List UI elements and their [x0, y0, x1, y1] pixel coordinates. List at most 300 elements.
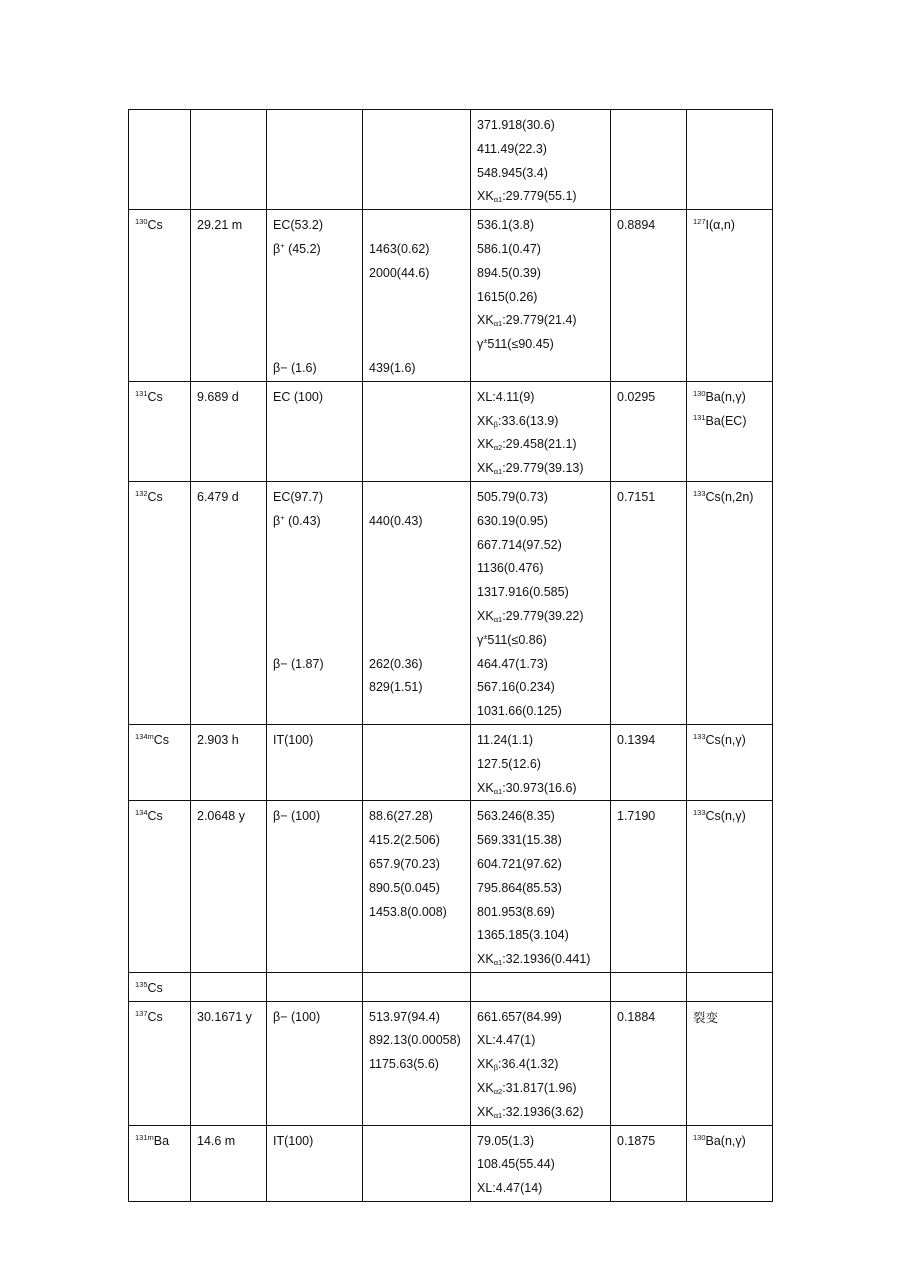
gamma-energy-line: [477, 581, 610, 605]
half-life-value: 14.6 m: [197, 1133, 236, 1148]
gamma-energy-line-subscript: α1: [493, 614, 503, 624]
gamma-energy-line-suffix: :30.973(16.6): [502, 780, 577, 795]
gamma-energy-line-text: 667.714(97.52): [477, 537, 562, 552]
decay-mode-cell: [267, 481, 363, 724]
gamma-energy-line-text: 1136(0.476): [477, 561, 544, 576]
gamma-energy-line-text: 795.864(85.53): [477, 880, 562, 895]
nuclide-data-table: [128, 109, 773, 1202]
gamma-energy-line-text: 505.79(0.73): [477, 489, 548, 504]
gamma-energy-line-text: XL:4.47(14): [477, 1181, 543, 1196]
half-life-value: 6.479 d: [197, 489, 239, 504]
production-line: [693, 805, 772, 829]
beta-energy-line: [369, 1006, 470, 1030]
gamma-energy-line: [477, 853, 610, 877]
beta-energy-line: [369, 286, 470, 310]
beta-energy-line-text: 1463(0.62): [369, 241, 430, 256]
beta-energy-line-text: 513.97(94.4): [369, 1009, 440, 1024]
half-life-cell: [191, 210, 267, 382]
decay-mode-line: [273, 238, 362, 262]
production-cell: [687, 972, 773, 1001]
element-symbol: Cs: [147, 389, 163, 404]
nuclide-cell: [129, 110, 191, 210]
q-value-value: 0.1875: [617, 1133, 656, 1148]
decay-mode-line-text: EC(97.7): [273, 489, 324, 504]
gamma-energy-line: [477, 185, 610, 209]
table-row: [129, 481, 773, 724]
half-life-value: [197, 977, 266, 1001]
production-line: [693, 386, 772, 410]
gamma-energy-line: [477, 262, 610, 286]
decay-mode-line: [273, 805, 362, 829]
gamma-energy-line: [477, 676, 610, 700]
gamma-energy-line-subscript: α1: [493, 1110, 503, 1120]
beta-energy-line-text: 439(1.6): [369, 360, 416, 375]
production-line: [693, 1006, 772, 1030]
gamma-energy-line-prefix: XK: [477, 1081, 494, 1096]
beta-energy-cell: [363, 110, 471, 210]
beta-energy-cell: [363, 1001, 471, 1125]
production-line-suffix: Cs(n,2n): [705, 489, 754, 504]
gamma-energy-line: [477, 309, 610, 333]
gamma-energy-line: [477, 777, 610, 801]
beta-energy-cell: [363, 1125, 471, 1201]
beta-energy-line: [369, 333, 470, 357]
gamma-energy-line-text: 894.5(0.39): [477, 265, 541, 280]
decay-mode-line-prefix: β: [273, 513, 281, 528]
decay-mode-line: [273, 581, 362, 605]
decay-mode-line: [273, 357, 362, 381]
decay-mode-line: [273, 729, 362, 753]
decay-mode-line-text: β− (1.87): [273, 656, 324, 671]
gamma-energy-line: [477, 1130, 610, 1154]
q-value-value: 0.1394: [617, 732, 656, 747]
production-cell: [687, 381, 773, 481]
beta-energy-line: [369, 557, 470, 581]
gamma-energy-line-prefix: XK: [477, 313, 494, 328]
gamma-energy-line-text: 586.1(0.47): [477, 241, 541, 256]
beta-energy-line: [369, 309, 470, 333]
gamma-energy-line: [477, 1101, 610, 1125]
decay-mode-line-text: IT(100): [273, 1133, 314, 1148]
gamma-energy-line: [477, 948, 610, 972]
beta-energy-line: [369, 581, 470, 605]
gamma-energy-line: [477, 877, 610, 901]
beta-energy-cell: [363, 210, 471, 382]
gamma-energy-cell: [471, 110, 611, 210]
gamma-energy-line-subscript: α2: [493, 443, 503, 453]
production-line-suffix: Ba(n,γ): [705, 389, 746, 404]
gamma-energy-line-text: 1365.185(3.104): [477, 928, 569, 943]
nuclide-symbol: [135, 386, 190, 410]
half-life-cell: [191, 972, 267, 1001]
production-line-text: 裂变: [693, 1009, 719, 1025]
production-cell: [687, 481, 773, 724]
gamma-energy-line: [477, 753, 610, 777]
gamma-energy-line-text: 11.24(1.1): [477, 732, 534, 747]
nuclide-cell: [129, 724, 191, 800]
decay-mode-line: [273, 486, 362, 510]
gamma-energy-line: [477, 1053, 610, 1077]
table-row: [129, 210, 773, 382]
decay-mode-line: [273, 510, 362, 534]
gamma-energy-line-text: 563.246(8.35): [477, 809, 555, 824]
gamma-energy-line-subscript: α2: [493, 1087, 503, 1097]
decay-mode-line: [273, 629, 362, 653]
decay-mode-cell: [267, 210, 363, 382]
gamma-energy-line: [477, 1177, 610, 1201]
q-value-value: 0.7151: [617, 489, 656, 504]
gamma-energy-line-text: XL:4.11(9): [477, 389, 535, 404]
gamma-energy-line: [477, 1029, 610, 1053]
production-line: [693, 410, 772, 434]
half-life-cell: [191, 110, 267, 210]
gamma-energy-line-text: 464.47(1.73): [477, 656, 548, 671]
gamma-energy-cell: [471, 1001, 611, 1125]
gamma-energy-line: [477, 1006, 610, 1030]
gamma-energy-line-prefix: XK: [477, 780, 494, 795]
gamma-energy-cell: [471, 1125, 611, 1201]
half-life-cell: [191, 1125, 267, 1201]
half-life-value: 2.903 h: [197, 732, 239, 747]
decay-mode-line-text: IT(100): [273, 732, 314, 747]
nuclide-cell: [129, 210, 191, 382]
gamma-energy-line-text: 548.945(3.4): [477, 165, 548, 180]
q-value-cell: [611, 1125, 687, 1201]
beta-energy-line: [369, 357, 470, 381]
beta-energy-line: [369, 534, 470, 558]
beta-energy-line: [369, 805, 470, 829]
beta-energy-line-text: 1453.8(0.008): [369, 904, 447, 919]
decay-mode-line-text: EC (100): [273, 389, 324, 404]
gamma-energy-line-subscript: α1: [493, 958, 503, 968]
decay-mode-cell: [267, 801, 363, 973]
gamma-energy-line-subscript: α1: [493, 467, 503, 477]
production-line: [693, 729, 772, 753]
beta-energy-line: [369, 853, 470, 877]
gamma-energy-line-prefix: γ: [477, 632, 484, 647]
gamma-energy-line-text: 661.657(84.99): [477, 1009, 562, 1024]
gamma-energy-line-suffix: :29.779(39.13): [502, 461, 584, 476]
gamma-energy-line-prefix: XK: [477, 608, 494, 623]
gamma-energy-line: [477, 700, 610, 724]
q-value-value: 0.1884: [617, 1009, 656, 1024]
gamma-energy-line-text: 801.953(8.69): [477, 904, 555, 919]
gamma-energy-line-suffix: :29.779(55.1): [502, 189, 577, 204]
q-value-value: 0.8894: [617, 218, 656, 233]
decay-mode-line-suffix: (0.43): [284, 513, 321, 528]
gamma-energy-line: [477, 457, 610, 481]
gamma-energy-line: [477, 138, 610, 162]
decay-mode-line-superscript: +: [280, 512, 285, 522]
beta-energy-line: [369, 1053, 470, 1077]
gamma-energy-line-prefix: XK: [477, 413, 494, 428]
half-life-value: 2.0648 y: [197, 809, 245, 824]
gamma-energy-line: [477, 557, 610, 581]
beta-energy-line-text: 262(0.36): [369, 656, 423, 671]
beta-energy-cell: [363, 724, 471, 800]
nuclide-symbol: [135, 486, 190, 510]
beta-energy-line-text: 440(0.43): [369, 513, 423, 528]
half-life-value: 30.1671 y: [197, 1009, 252, 1024]
production-line-suffix: Cs(n,γ): [705, 732, 746, 747]
gamma-energy-line: [477, 534, 610, 558]
nuclide-cell: [129, 381, 191, 481]
beta-energy-line: [369, 238, 470, 262]
production-line-superscript: 130: [693, 388, 706, 398]
beta-energy-line-text: 415.2(2.506): [369, 833, 440, 848]
gamma-energy-line: [477, 433, 610, 457]
gamma-energy-cell: [471, 381, 611, 481]
gamma-energy-line: [477, 386, 610, 410]
beta-energy-cell: [363, 972, 471, 1001]
nuclide-cell: [129, 1001, 191, 1125]
gamma-energy-line-subscript: β: [493, 1063, 499, 1073]
production-line-superscript: 133: [693, 731, 706, 741]
decay-mode-line: [273, 333, 362, 357]
gamma-energy-line: [477, 924, 610, 948]
element-symbol: Cs: [147, 1009, 163, 1024]
nuclide-cell: [129, 1125, 191, 1201]
gamma-energy-line-prefix: XK: [477, 189, 494, 204]
gamma-energy-line: [477, 1153, 610, 1177]
production-cell: [687, 1001, 773, 1125]
beta-energy-line: [369, 486, 470, 510]
gamma-energy-line-text: 536.1(3.8): [477, 218, 534, 233]
mass-number: 135: [135, 979, 148, 989]
nuclide-cell: [129, 972, 191, 1001]
q-value-value: [617, 977, 686, 1001]
gamma-energy-line-text: 1031.66(0.125): [477, 704, 562, 719]
q-value-value: [617, 114, 686, 138]
decay-mode-line: [273, 309, 362, 333]
beta-energy-line: [369, 901, 470, 925]
decay-mode-line-text: β− (1.6): [273, 360, 317, 375]
beta-energy-line-text: 829(1.51): [369, 680, 423, 695]
gamma-energy-line-suffix: :32.1936(3.62): [502, 1104, 584, 1119]
beta-energy-line: [369, 653, 470, 677]
decay-mode-line: [273, 557, 362, 581]
gamma-energy-line-subscript: α1: [493, 786, 503, 796]
half-life-value: 29.21 m: [197, 218, 243, 233]
nuclide-symbol: [135, 729, 190, 753]
q-value-cell: [611, 481, 687, 724]
gamma-energy-line-text: 108.45(55.44): [477, 1157, 555, 1172]
gamma-energy-line-text: 1317.916(0.585): [477, 585, 569, 600]
decay-mode-cell: [267, 1125, 363, 1201]
q-value-value: 1.7190: [617, 809, 656, 824]
gamma-energy-line: [477, 605, 610, 629]
table-row: [129, 381, 773, 481]
gamma-energy-line: [477, 410, 610, 434]
beta-energy-line-text: 2000(44.6): [369, 265, 430, 280]
beta-energy-line: [369, 214, 470, 238]
gamma-energy-line: [477, 510, 610, 534]
gamma-energy-line-text: 127.5(12.6): [477, 756, 541, 771]
gamma-energy-line-prefix: XK: [477, 1057, 494, 1072]
beta-energy-line-text: 657.9(70.23): [369, 856, 440, 871]
table-row: [129, 801, 773, 973]
half-life-cell: [191, 381, 267, 481]
half-life-cell: [191, 1001, 267, 1125]
production-line-superscript: 131: [693, 412, 706, 422]
gamma-energy-line-prefix: XK: [477, 437, 494, 452]
gamma-energy-cell: [471, 801, 611, 973]
decay-mode-cell: [267, 724, 363, 800]
element-symbol: Ba: [153, 1133, 170, 1148]
production-line: [693, 214, 772, 238]
gamma-energy-line-suffix: :32.1936(0.441): [502, 952, 591, 967]
beta-energy-line: [369, 629, 470, 653]
gamma-energy-line-text: 569.331(15.38): [477, 833, 562, 848]
gamma-energy-line-prefix: γ: [477, 337, 484, 352]
q-value-cell: [611, 210, 687, 382]
production-cell: [687, 1125, 773, 1201]
decay-mode-line-suffix: (45.2): [284, 241, 321, 256]
nuclide-cell: [129, 481, 191, 724]
gamma-energy-line-subscript: β: [493, 419, 499, 429]
gamma-energy-line: [477, 629, 610, 653]
production-cell: [687, 724, 773, 800]
mass-number: 131m: [135, 1132, 154, 1142]
decay-mode-line: [273, 214, 362, 238]
half-life-cell: [191, 724, 267, 800]
gamma-energy-line-text: 79.05(1.3): [477, 1133, 534, 1148]
element-symbol: Cs: [147, 489, 163, 504]
gamma-energy-line: [477, 486, 610, 510]
table-row: [129, 1001, 773, 1125]
gamma-energy-line-text: 630.19(0.95): [477, 513, 548, 528]
decay-mode-line-text: β− (100): [273, 809, 321, 824]
production-line-suffix: Ba(EC): [705, 413, 747, 428]
production-cell: [687, 801, 773, 973]
production-line-suffix: Ba(n,γ): [705, 1133, 746, 1148]
beta-energy-line: [369, 262, 470, 286]
decay-mode-line: [273, 262, 362, 286]
half-life-cell: [191, 801, 267, 973]
decay-mode-cell: [267, 1001, 363, 1125]
beta-energy-line: [369, 1029, 470, 1053]
gamma-energy-line: [477, 114, 610, 138]
gamma-energy-line-text: XL:4.47(1): [477, 1033, 536, 1048]
mass-number: 130: [135, 217, 148, 227]
beta-energy-line-text: 1175.63(5.6): [369, 1057, 439, 1072]
production-line-superscript: 133: [693, 488, 706, 498]
decay-mode-line: [273, 386, 362, 410]
beta-energy-cell: [363, 381, 471, 481]
gamma-energy-line-suffix: :31.817(1.96): [502, 1081, 577, 1096]
gamma-energy-line: [477, 829, 610, 853]
table-row: [129, 724, 773, 800]
nuclide-cell: [129, 801, 191, 973]
nuclide-symbol: [135, 1130, 190, 1154]
gamma-energy-line-prefix: XK: [477, 952, 494, 967]
decay-mode-line: [273, 605, 362, 629]
q-value-value: 0.0295: [617, 389, 656, 404]
gamma-energy-line: [477, 286, 610, 310]
decay-mode-line: [273, 534, 362, 558]
nuclide-symbol: [135, 214, 190, 238]
production-line-superscript: 130: [693, 1132, 706, 1142]
mass-number: 132: [135, 488, 148, 498]
beta-energy-line-text: 892.13(0.00058): [369, 1033, 461, 1048]
decay-mode-cell: [267, 381, 363, 481]
gamma-energy-line-subscript: α1: [493, 319, 503, 329]
nuclide-symbol: [135, 1006, 190, 1030]
half-life-value: 9.689 d: [197, 389, 239, 404]
beta-energy-line: [369, 829, 470, 853]
decay-mode-line-text: EC(53.2): [273, 218, 324, 233]
nuclide-symbol: [135, 805, 190, 829]
gamma-energy-line: [477, 214, 610, 238]
q-value-cell: [611, 724, 687, 800]
gamma-energy-line-suffix: 511(≤90.45): [487, 337, 554, 352]
gamma-energy-line-prefix: XK: [477, 461, 494, 476]
decay-mode-line: [273, 653, 362, 677]
q-value-cell: [611, 110, 687, 210]
gamma-energy-line: [477, 653, 610, 677]
nuclide-symbol: [135, 114, 190, 138]
nuclide-symbol: [135, 977, 190, 1001]
decay-mode-line-prefix: β: [273, 241, 281, 256]
gamma-energy-line-superscript: ±: [483, 631, 488, 641]
gamma-energy-line: [477, 162, 610, 186]
q-value-cell: [611, 1001, 687, 1125]
gamma-energy-line-suffix: :33.6(13.9): [498, 413, 559, 428]
gamma-energy-line-suffix: :29.779(39.22): [502, 608, 584, 623]
mass-number: 131: [135, 388, 148, 398]
gamma-energy-line: [477, 901, 610, 925]
table-row: [129, 972, 773, 1001]
production-cell: [687, 110, 773, 210]
decay-mode-cell: [267, 972, 363, 1001]
decay-mode-line: [273, 1006, 362, 1030]
decay-mode-line-superscript: +: [280, 240, 285, 250]
element-symbol: Cs: [147, 809, 163, 824]
half-life-value: [197, 114, 266, 138]
decay-mode-cell: [267, 110, 363, 210]
table-body: [129, 110, 773, 1202]
decay-mode-line: [273, 286, 362, 310]
production-line-suffix: I(α,n): [705, 218, 735, 233]
q-value-cell: [611, 381, 687, 481]
decay-mode-line: [273, 1130, 362, 1154]
gamma-energy-line-suffix: :29.458(21.1): [502, 437, 577, 452]
beta-energy-cell: [363, 801, 471, 973]
gamma-energy-line-text: 371.918(30.6): [477, 118, 555, 132]
beta-energy-line-text: 890.5(0.045): [369, 880, 440, 895]
beta-energy-line: [369, 877, 470, 901]
decay-mode-line-text: β− (100): [273, 1009, 321, 1024]
table-row: [129, 110, 773, 210]
production-line-superscript: 127: [693, 217, 706, 227]
gamma-energy-line-text: 411.49(22.3): [477, 141, 547, 156]
beta-energy-line: [369, 510, 470, 534]
gamma-energy-cell: [471, 210, 611, 382]
gamma-energy-line: [477, 333, 610, 357]
table-row: [129, 1125, 773, 1201]
mass-number: 134: [135, 808, 148, 818]
gamma-energy-line-text: 604.721(97.62): [477, 856, 562, 871]
gamma-energy-line-text: 1615(0.26): [477, 289, 538, 304]
gamma-energy-line-suffix: :29.779(21.4): [502, 313, 577, 328]
element-symbol: Cs: [147, 218, 163, 233]
production-line: [693, 1130, 772, 1154]
gamma-energy-line-text: 567.16(0.234): [477, 680, 555, 695]
gamma-energy-line: [477, 729, 610, 753]
element-symbol: Cs: [147, 980, 163, 995]
gamma-energy-line: [477, 805, 610, 829]
beta-energy-cell: [363, 481, 471, 724]
